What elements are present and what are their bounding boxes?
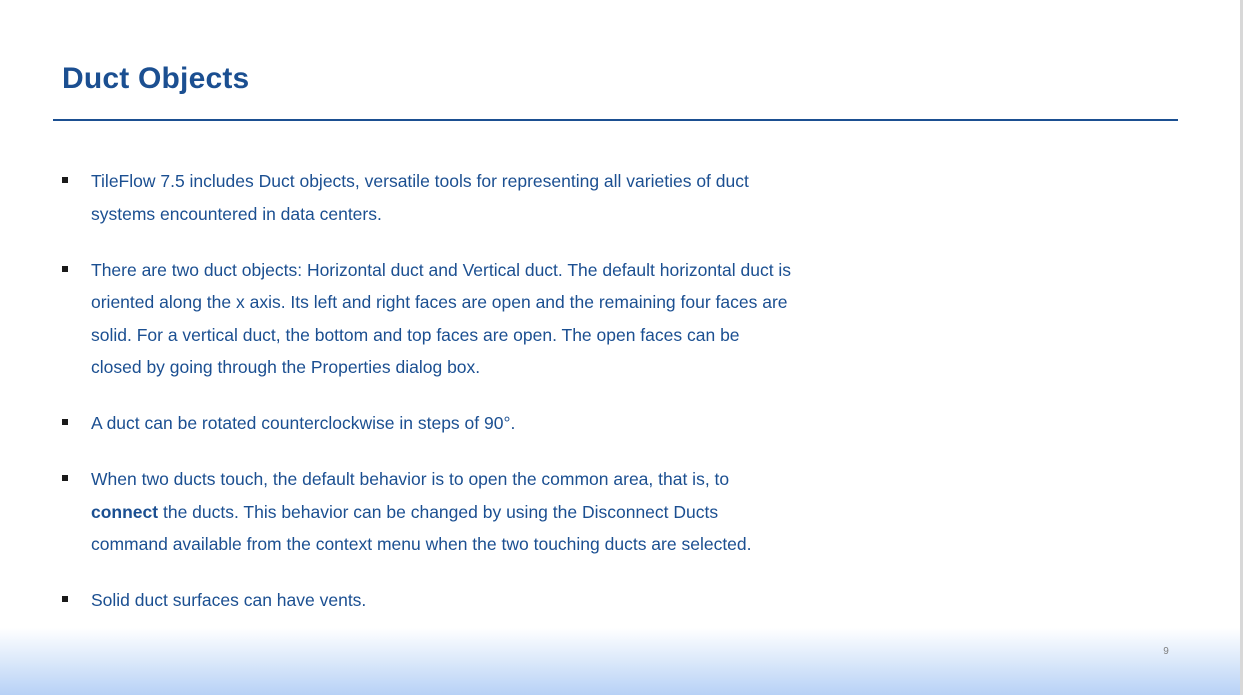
slide-title: Duct Objects: [62, 62, 250, 95]
bullet-item: [62, 254, 792, 384]
bullet-text: Solid duct surfaces can have vents.: [91, 590, 367, 610]
page-number: 9: [1163, 646, 1169, 657]
bullet-item: [62, 463, 792, 561]
bullet-item: [62, 165, 792, 230]
bullet-item: [62, 584, 792, 617]
bullet-text-before: When two ducts touch, the default behavior is to open the common area, that is, to: [91, 469, 730, 489]
footer-gradient-band: [0, 628, 1240, 695]
square-bullet-icon: [62, 596, 68, 602]
bullet-item: [62, 407, 792, 440]
bullet-text-after: the ducts. This behavior can be changed by using the Disconnect Ducts command available from the context menu when the two touching ducts are selected.: [91, 501, 752, 554]
bullet-text: TileFlow 7.5 includes Duct objects, versatile tools for representing all varieties of duct systems encountered in data centers.: [91, 171, 749, 224]
square-bullet-icon: [62, 475, 68, 481]
bullet-text: There are two duct objects: Horizontal duct and Vertical duct. The default horizontal duct is oriented along the x axis. Its left and right faces are open and the remaining four faces are solid. For a vertical duct, the bottom and top faces are open. The open faces can be closed by going through the Properties dialog box.: [91, 259, 792, 377]
square-bullet-icon: [62, 266, 68, 272]
bullet-bold-keyword: connect: [91, 501, 159, 522]
square-bullet-icon: [62, 419, 68, 425]
title-divider: [53, 119, 1178, 121]
square-bullet-icon: [62, 177, 68, 183]
bullet-text: A duct can be rotated counterclockwise in steps of 90°.: [91, 413, 516, 433]
bullet-list: [62, 165, 792, 640]
